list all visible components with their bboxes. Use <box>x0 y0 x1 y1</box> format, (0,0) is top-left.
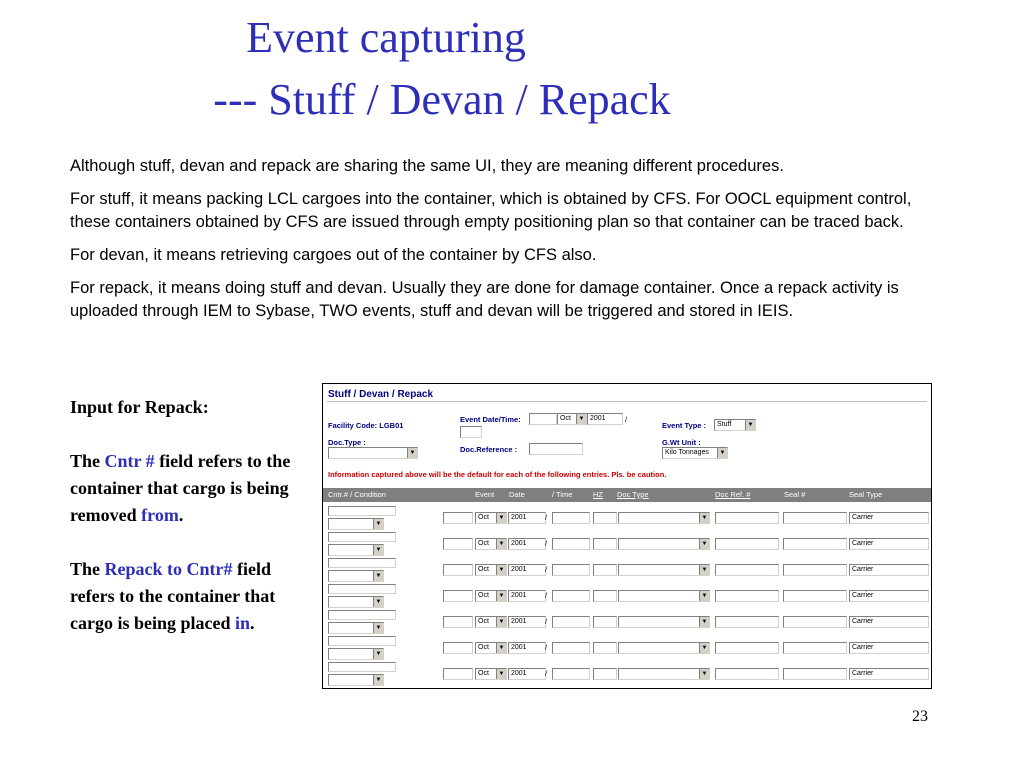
condition-select[interactable] <box>328 622 384 634</box>
doc-ref-input[interactable] <box>715 616 779 628</box>
time-separator: / <box>545 643 548 652</box>
gwt-unit-label: G.Wt Unit : <box>662 438 701 447</box>
time-separator: / <box>545 591 548 600</box>
chevron-down-icon: ▼ <box>373 649 383 659</box>
seal-type-input[interactable]: Carrier <box>849 564 929 576</box>
seal-input[interactable] <box>783 590 847 602</box>
chevron-down-icon: ▼ <box>373 519 383 529</box>
seal-type-input[interactable]: Carrier <box>849 512 929 524</box>
hz-input[interactable] <box>593 616 617 628</box>
year-input[interactable]: 2001 <box>508 642 546 654</box>
event-input[interactable] <box>443 668 473 680</box>
chevron-down-icon: ▼ <box>699 565 709 575</box>
chevron-down-icon: ▼ <box>407 448 417 458</box>
form-divider <box>327 401 927 402</box>
event-input[interactable] <box>443 642 473 654</box>
condition-select[interactable] <box>328 544 384 556</box>
col-event: Event <box>475 490 495 499</box>
side-notes <box>70 394 310 637</box>
entries-header <box>323 488 931 502</box>
condition-select[interactable] <box>328 674 384 686</box>
doc-type-select[interactable] <box>618 590 710 602</box>
time-input[interactable] <box>552 642 590 654</box>
event-input[interactable] <box>443 564 473 576</box>
chevron-down-icon: ▼ <box>373 571 383 581</box>
chevron-down-icon: ▼ <box>699 617 709 627</box>
doc-ref-input[interactable] <box>715 512 779 524</box>
col-seal: Seal # <box>784 490 806 499</box>
chevron-down-icon: ▼ <box>745 420 755 430</box>
doc-type-select[interactable] <box>618 642 710 654</box>
year-input[interactable]: 2001 <box>508 512 546 524</box>
doc-type-select[interactable] <box>618 538 710 550</box>
year-input[interactable]: 2001 <box>508 564 546 576</box>
condition-select[interactable] <box>328 518 384 530</box>
month-select[interactable]: Oct ▼ <box>475 668 507 680</box>
chevron-down-icon: ▼ <box>699 669 709 679</box>
doc-reference-input[interactable] <box>529 443 583 455</box>
table-row <box>323 662 931 688</box>
paragraph-repack: For repack, it means doing stuff and devan. Usually they are done for damage container. Once a repack activity is uploaded through IEM to Sybase, TWO events, stuff and devan will be triggered and stored in IEIS. <box>70 279 899 320</box>
table-row <box>323 506 931 532</box>
event-input[interactable] <box>443 616 473 628</box>
seal-input[interactable] <box>783 564 847 576</box>
paragraph-stuff: For stuff, it means packing LCL cargoes into the container, which is obtained by CFS. For OOCL equipment control, these containers obtained by CFS are issued through empty positioning plan so that container can be traced back. <box>70 190 912 231</box>
table-row <box>323 584 931 610</box>
doc-ref-input[interactable] <box>715 538 779 550</box>
chevron-down-icon: ▼ <box>699 539 709 549</box>
chevron-down-icon: ▼ <box>496 539 506 549</box>
cntr-input[interactable] <box>328 506 396 516</box>
paragraph-intro: Although stuff, devan and repack are sharing the same UI, they are meaning different procedures. <box>70 157 784 175</box>
chevron-down-icon: ▼ <box>717 448 727 458</box>
seal-type-input[interactable]: Carrier <box>849 668 929 680</box>
event-day-input[interactable] <box>529 413 557 425</box>
month-select[interactable]: Oct ▼ <box>475 564 507 576</box>
col-doc-type[interactable]: Doc Type <box>617 490 649 499</box>
chevron-down-icon: ▼ <box>373 623 383 633</box>
time-separator: / <box>545 565 548 574</box>
stuff-devan-repack-form <box>322 383 932 689</box>
seal-input[interactable] <box>783 512 847 524</box>
hz-input[interactable] <box>593 538 617 550</box>
seal-input[interactable] <box>783 616 847 628</box>
chevron-down-icon: ▼ <box>496 591 506 601</box>
highlight-from: from <box>141 505 179 525</box>
time-input[interactable] <box>552 590 590 602</box>
cntr-input[interactable] <box>328 558 396 568</box>
event-type-select[interactable]: Stuff ▼ <box>714 419 756 431</box>
cntr-input[interactable] <box>328 610 396 620</box>
doc-type-label: Doc.Type : <box>328 438 366 447</box>
hz-input[interactable] <box>593 668 617 680</box>
chevron-down-icon: ▼ <box>496 565 506 575</box>
condition-select[interactable] <box>328 648 384 660</box>
seal-input[interactable] <box>783 642 847 654</box>
facility-code-label: Facility Code: LGB01 <box>328 421 404 430</box>
condition-select[interactable] <box>328 570 384 582</box>
col-cntr-condition: Cntr.# / Condition <box>328 490 386 499</box>
col-doc-ref[interactable]: Doc Ref. # <box>715 490 751 499</box>
year-input[interactable]: 2001 <box>508 668 546 680</box>
table-row <box>323 532 931 558</box>
doc-ref-input[interactable] <box>715 564 779 576</box>
side-heading: Input for Repack: <box>70 397 209 417</box>
seal-type-input[interactable]: Carrier <box>849 590 929 602</box>
seal-input[interactable] <box>783 538 847 550</box>
cntr-input[interactable] <box>328 584 396 594</box>
doc-ref-input[interactable] <box>715 668 779 680</box>
chevron-down-icon: ▼ <box>699 513 709 523</box>
time-input[interactable] <box>552 668 590 680</box>
chevron-down-icon: ▼ <box>373 675 383 685</box>
seal-type-input[interactable]: Carrier <box>849 538 929 550</box>
time-input[interactable] <box>552 564 590 576</box>
chevron-down-icon: ▼ <box>699 591 709 601</box>
year-input[interactable]: 2001 <box>508 616 546 628</box>
event-type-label: Event Type : <box>662 421 707 430</box>
chevron-down-icon: ▼ <box>496 643 506 653</box>
highlight-repack-to-cntr: Repack to Cntr# <box>104 559 233 579</box>
cntr-input[interactable] <box>328 532 396 542</box>
cntr-input[interactable] <box>328 636 396 646</box>
event-datetime-label: Event Date/Time: <box>460 415 521 424</box>
table-row <box>323 636 931 662</box>
date-time-separator: / <box>625 415 628 424</box>
table-row <box>323 610 931 636</box>
time-separator: / <box>545 617 548 626</box>
month-select[interactable]: Oct ▼ <box>475 616 507 628</box>
chevron-down-icon: ▼ <box>496 669 506 679</box>
time-separator: / <box>545 669 548 678</box>
year-input[interactable]: 2001 <box>508 590 546 602</box>
event-input[interactable] <box>443 590 473 602</box>
month-select[interactable]: Oct ▼ <box>475 538 507 550</box>
doc-ref-input[interactable] <box>715 642 779 654</box>
time-input[interactable] <box>552 512 590 524</box>
chevron-down-icon: ▼ <box>496 617 506 627</box>
condition-select[interactable] <box>328 596 384 608</box>
hz-input[interactable] <box>593 564 617 576</box>
form-title: Stuff / Devan / Repack <box>328 389 434 400</box>
hz-input[interactable] <box>593 642 617 654</box>
gwt-unit-select[interactable]: Kilo Tonnages ▼ <box>662 447 728 459</box>
side-note-cntr: The Cntr # field refers to the container that cargo is being removed from. <box>70 451 291 525</box>
chevron-down-icon: ▼ <box>373 545 383 555</box>
chevron-down-icon: ▼ <box>373 597 383 607</box>
event-input[interactable] <box>443 512 473 524</box>
doc-type-select[interactable] <box>618 564 710 576</box>
cntr-input[interactable] <box>328 662 396 672</box>
chevron-down-icon: ▼ <box>576 414 586 424</box>
time-input[interactable] <box>552 616 590 628</box>
col-date: Date <box>509 490 525 499</box>
highlight-in: in <box>235 613 251 633</box>
doc-type-select[interactable] <box>618 616 710 628</box>
seal-type-input[interactable]: Carrier <box>849 616 929 628</box>
seal-input[interactable] <box>783 668 847 680</box>
col-seal-type: Seal Type <box>849 490 883 499</box>
event-year-input[interactable]: 2001 <box>587 413 623 425</box>
event-month-select[interactable]: Oct ▼ <box>557 413 587 425</box>
slide-title-line2: --- Stuff / Devan / Repack <box>213 75 671 124</box>
col-time: / Time <box>552 490 573 499</box>
month-select[interactable]: Oct ▼ <box>475 512 507 524</box>
month-select[interactable]: Oct ▼ <box>475 642 507 654</box>
page-number: 23 <box>912 708 928 725</box>
table-row <box>323 558 931 584</box>
time-separator: / <box>545 539 548 548</box>
doc-type-select[interactable] <box>618 512 710 524</box>
time-input[interactable] <box>552 538 590 550</box>
col-hz[interactable]: HZ <box>593 490 603 499</box>
chevron-down-icon: ▼ <box>496 513 506 523</box>
month-select[interactable]: Oct ▼ <box>475 590 507 602</box>
highlight-cntr: Cntr # <box>104 451 155 471</box>
default-warning: Information captured above will be the default for each of the following entries. Pls. be caution. <box>328 470 667 479</box>
year-input[interactable]: 2001 <box>508 538 546 550</box>
doc-type-select[interactable] <box>618 668 710 680</box>
seal-type-input[interactable]: Carrier <box>849 642 929 654</box>
hz-input[interactable] <box>593 590 617 602</box>
event-time-input[interactable] <box>460 426 482 438</box>
paragraph-devan: For devan, it means retrieving cargoes out of the container by CFS also. <box>70 246 597 264</box>
hz-input[interactable] <box>593 512 617 524</box>
body-text <box>70 155 950 333</box>
time-separator: / <box>545 513 548 522</box>
slide-title-line1: Event capturing <box>246 13 526 62</box>
event-input[interactable] <box>443 538 473 550</box>
doc-ref-input[interactable] <box>715 590 779 602</box>
doc-type-select[interactable] <box>328 447 418 459</box>
side-note-repack: The Repack to Cntr# field refers to the container that cargo is being placed in. <box>70 559 276 633</box>
doc-reference-label: Doc.Reference : <box>460 445 518 454</box>
chevron-down-icon: ▼ <box>699 643 709 653</box>
